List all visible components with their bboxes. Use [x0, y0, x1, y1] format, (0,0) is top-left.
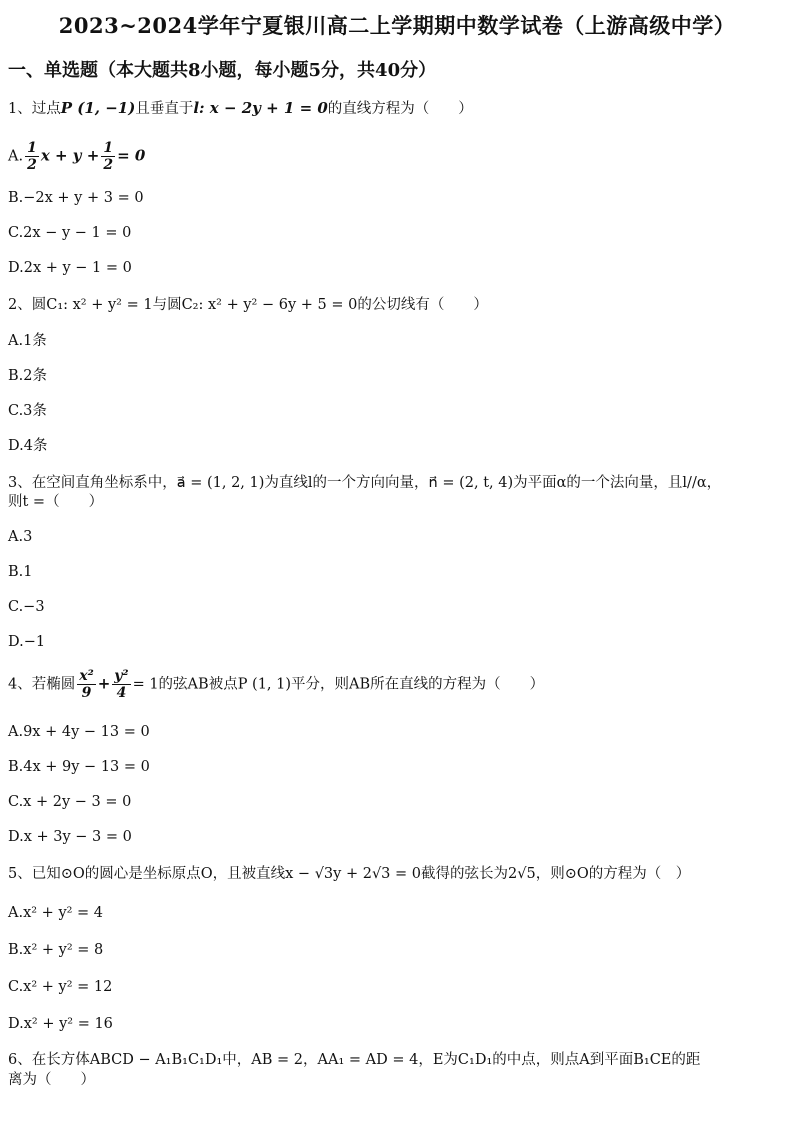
q4-option-b: B.4x + 9y − 13 = 0	[8, 759, 150, 775]
q5-option-b: B.x² + y² = 8	[8, 942, 104, 958]
q2-option-b: B.2条	[8, 368, 47, 384]
q5-option-a: A.x² + y² = 4	[8, 905, 104, 921]
question-6-line-2: 离为（ ）	[8, 1072, 95, 1088]
q2-option-c: C.3条	[8, 403, 47, 419]
q1-mid: 且垂直于	[135, 101, 194, 117]
q4-option-c: C.x + 2y − 3 = 0	[8, 794, 132, 810]
q1-option-b: B.−2x + y + 3 = 0	[8, 190, 144, 206]
q1-point: P (1, −1)	[60, 99, 136, 117]
q1-prefix: 1、过点	[8, 101, 61, 117]
q1-line-equation: l: x − 2y + 1 = 0	[193, 99, 328, 117]
q1-option-a: A. $\frac{1}{2}$ x + y + $\frac{1}{2}$ = 0	[8, 140, 146, 173]
fraction: $\frac{1}{2}$	[103, 140, 114, 173]
q1-option-d: D.2x + y − 1 = 0	[8, 260, 132, 276]
q1-option-c: C.2x − y − 1 = 0	[8, 225, 132, 241]
question-3-line-1: 3、在空间直角坐标系中，a⃗ = (1, 2, 1)为直线l的一个方向向量，n⃗ = (2, t, 4)为平面α的一个法向量，且l//α，	[8, 475, 722, 491]
q5-option-c: C.x² + y² = 12	[8, 979, 113, 995]
question-6-line-1: 6、在长方体ABCD − A₁B₁C₁D₁中，AB = 2，AA₁ = AD = 4，E为C₁D₁的中点，则点A到平面B₁CE的距	[8, 1052, 701, 1068]
q2-option-d: D.4条	[8, 438, 48, 454]
fraction: $\frac{1}{2}$	[27, 140, 37, 173]
question-5: 5、已知⊙O的圆心是坐标原点O，且被直线x − √3y + 2√3 = 0截得的弦长为2√5，则⊙O的方程为（ ）	[8, 866, 691, 882]
q1-suffix: 的直线方程为（ ）	[327, 101, 473, 117]
section-heading: 一、单选题（本大题共8小题，每小题5分，共40分）	[8, 60, 437, 81]
exam-title: 2023~2024学年宁夏银川高二上学期期中数学试卷（上游高级中学）	[58, 13, 736, 38]
q3-option-c: C.−3	[8, 599, 45, 615]
question-1	[8, 98, 473, 119]
q3-option-b: B.1	[8, 564, 33, 580]
q4-option-d: D.x + 3y − 3 = 0	[8, 829, 132, 845]
q4-option-a: A.9x + 4y − 13 = 0	[8, 724, 150, 740]
question-2: 2、圆C₁: x² + y² = 1与圆C₂: x² + y² − 6y + 5 = 0的公切线有（ ）	[8, 297, 488, 313]
fraction: $\frac{\text{x²}}{9}$	[79, 668, 94, 701]
question-3-line-2: 则t =（ ）	[8, 494, 104, 510]
q2-option-a: A.1条	[8, 333, 47, 349]
fraction: $\frac{\text{y²}}{4}$	[114, 668, 129, 701]
q3-option-a: A.3	[8, 529, 33, 545]
q5-option-d: D.x² + y² = 16	[8, 1016, 113, 1032]
q3-option-d: D.−1	[8, 634, 46, 650]
question-4: 4、若椭圆 $\frac{\text{x²}}{9}$ + $\frac{\text{y²}}{4}$ = 1的弦AB被点P (1, 1)平分，则AB所在直线的方程为（ ）	[8, 668, 545, 701]
